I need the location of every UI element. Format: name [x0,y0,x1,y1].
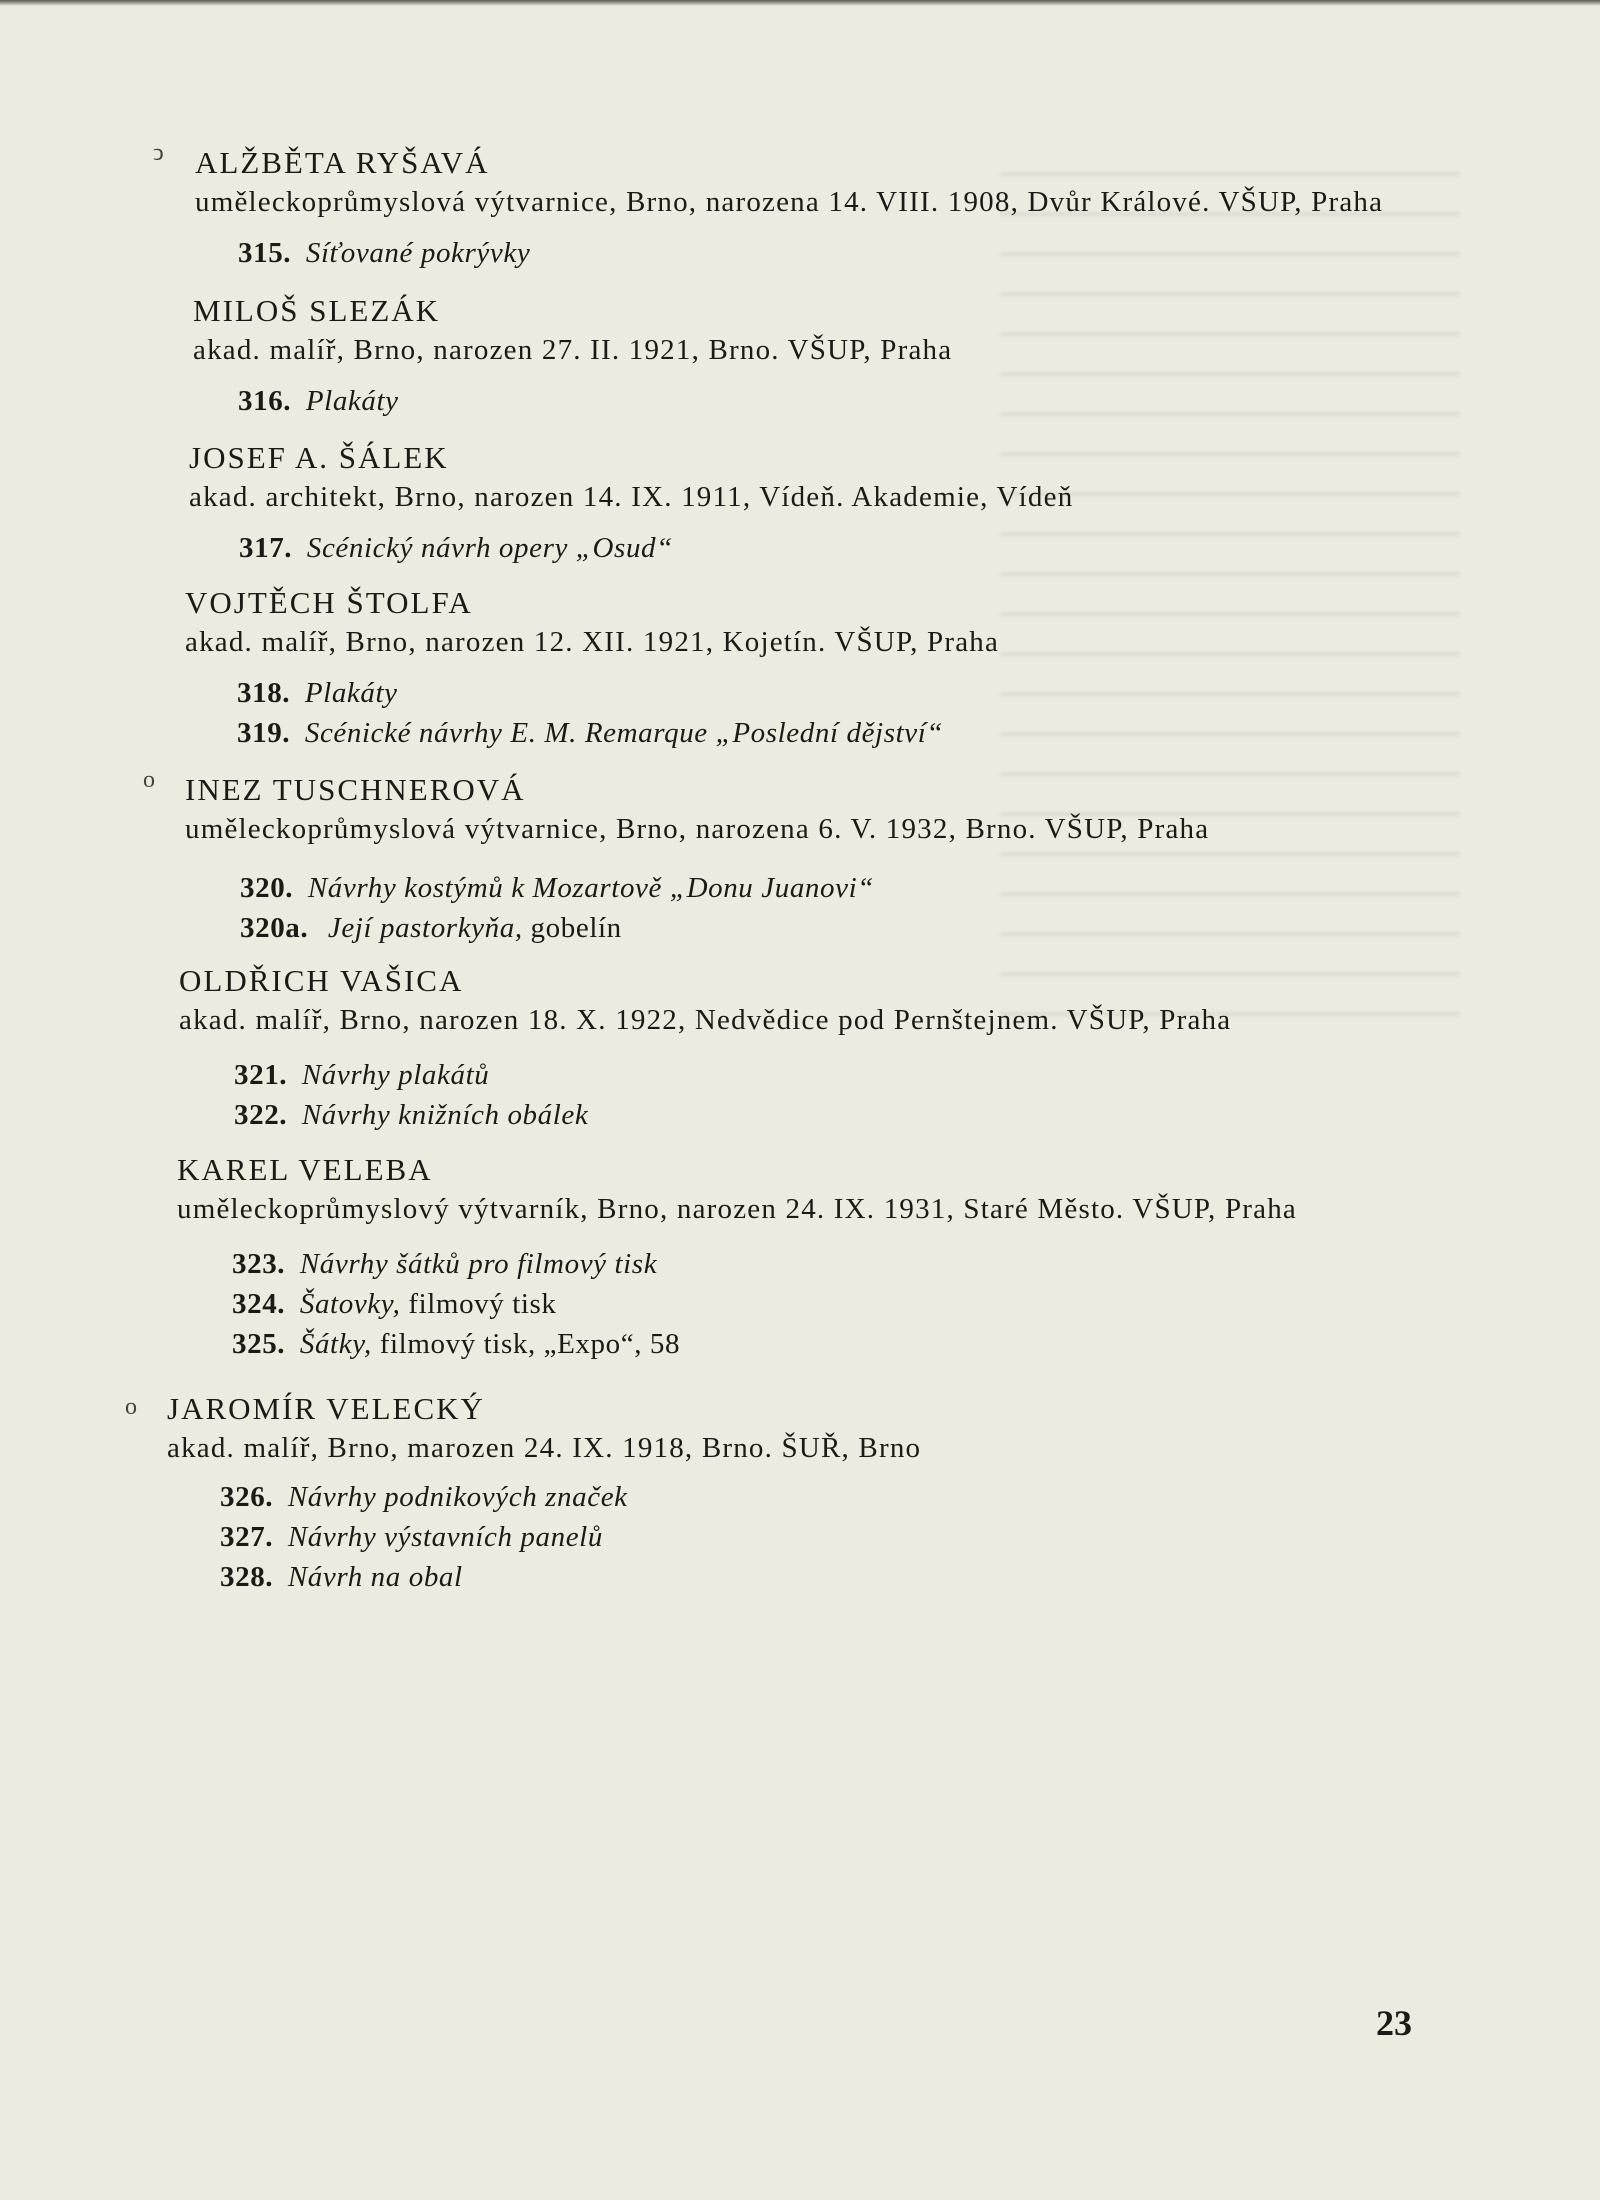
work-title: Návrhy šátků pro filmový tisk [299,1248,658,1280]
work-title: Šátky, [299,1328,372,1360]
works-list [167,1477,1475,1597]
works-list [185,673,1475,753]
works-list [195,233,1475,273]
work-title: Scénický návrh opery „Osud“ [306,532,673,564]
work-number: 328. [220,1561,274,1593]
work-item [220,1517,1475,1557]
work-item [240,908,1475,948]
works-list [189,528,1475,568]
work-item [234,1095,1475,1135]
work-title: Plakáty [305,385,399,417]
artist-name: OLDŘICH VAŠICA [179,963,464,998]
margin-mark: ↄ [153,140,164,166]
artist-bio: akad. malíř, Brno, marozen 24. IX. 1918, Brno. ŠUŘ, Brno [167,1432,922,1464]
work-item [234,1055,1475,1095]
work-item [240,868,1475,908]
work-number: 317. [239,532,293,564]
work-number: 320. [240,872,294,904]
work-item [232,1324,1475,1364]
work-note: filmový tisk [400,1288,557,1320]
works-list [185,868,1475,948]
works-list [177,1244,1475,1364]
catalog-entry [189,437,1475,568]
margin-mark: o [143,767,155,793]
work-number: 316. [238,385,292,417]
catalog-entry [125,1388,1475,1597]
catalog-entries [125,140,1475,1597]
artist-bio: uměleckoprůmyslová výtvarnice, Brno, narozena 14. VIII. 1908, Dvůr Králové. VŠUP, Praha [195,186,1384,218]
artist-name: MILOŠ SLEZÁK [193,293,441,328]
artist-bio: akad. malíř, Brno, narozen 27. II. 1921, Brno. VŠUP, Praha [193,334,953,366]
page-top-edge [0,0,1600,6]
work-item [232,1244,1475,1284]
work-number: 318. [237,677,291,709]
catalog-entry [179,960,1475,1135]
margin-mark: o [125,1394,137,1420]
work-item [232,1284,1475,1324]
work-number: 322. [234,1099,288,1131]
work-item [239,528,1475,568]
artist-bio: akad. malíř, Brno, narozen 18. X. 1922, Nedvědice pod Pernštejnem. VŠUP, Praha [179,1004,1232,1036]
catalog-entry [143,767,1475,948]
work-number: 319. [237,717,291,749]
work-number: 325. [232,1328,286,1360]
work-number: 323. [232,1248,286,1280]
work-title: Její pastorkyňa, [327,912,523,944]
work-title: Scénické návrhy E. M. Remarque „Poslední dějství“ [304,717,944,749]
artist-name: KAREL VELEBA [177,1152,433,1187]
work-item [238,381,1475,421]
artist-bio: uměleckoprůmyslový výtvarník, Brno, narozen 24. IX. 1931, Staré Město. VŠUP, Praha [177,1193,1297,1225]
artist-name: JAROMÍR VELECKÝ [167,1391,485,1426]
work-number: 320a. [240,912,309,944]
catalog-entry [153,140,1475,273]
work-title: Šatovky, [299,1288,401,1320]
artist-name: ALŽBĚTA RYŠAVÁ [195,145,490,180]
page-number: 23 [1376,2003,1412,2043]
work-title: Návrhy knižních obálek [301,1099,589,1131]
work-title: Návrhy podnikových značek [287,1481,628,1513]
work-number: 324. [232,1288,286,1320]
work-title: Síťované pokrývky [305,237,531,269]
catalog-entry [193,290,1475,421]
work-note: gobelín [522,912,622,944]
artist-bio: akad. malíř, Brno, narozen 12. XII. 1921, Kojetín. VŠUP, Praha [185,626,1000,658]
work-title: Návrhy výstavních panelů [287,1521,603,1553]
work-item [237,673,1475,713]
catalog-entry [177,1149,1475,1364]
works-list [179,1055,1475,1135]
work-title: Návrhy plakátů [301,1059,490,1091]
works-list [193,381,1475,421]
work-title: Návrh na obal [287,1561,463,1593]
work-number: 327. [220,1521,274,1553]
work-item [238,233,1475,273]
catalog-entry [185,582,1475,753]
artist-name: VOJTĚCH ŠTOLFA [185,585,473,620]
artist-bio: uměleckoprůmyslová výtvarnice, Brno, narozena 6. V. 1932, Brno. VŠUP, Praha [185,813,1210,845]
work-item [220,1477,1475,1517]
work-item [220,1557,1475,1597]
work-title: Návrhy kostýmů k Mozartově „Donu Juanovi“ [307,872,874,904]
work-item [237,713,1475,753]
artist-name: INEZ TUSCHNEROVÁ [185,772,526,807]
work-number: 321. [234,1059,288,1091]
work-title: Plakáty [304,677,398,709]
artist-bio: akad. architekt, Brno, narozen 14. IX. 1911, Vídeň. Akademie, Vídeň [189,481,1074,513]
work-number: 326. [220,1481,274,1513]
work-number: 315. [238,237,292,269]
work-note: filmový tisk, „Expo“, 58 [371,1328,681,1360]
artist-name: JOSEF A. ŠÁLEK [189,440,449,475]
